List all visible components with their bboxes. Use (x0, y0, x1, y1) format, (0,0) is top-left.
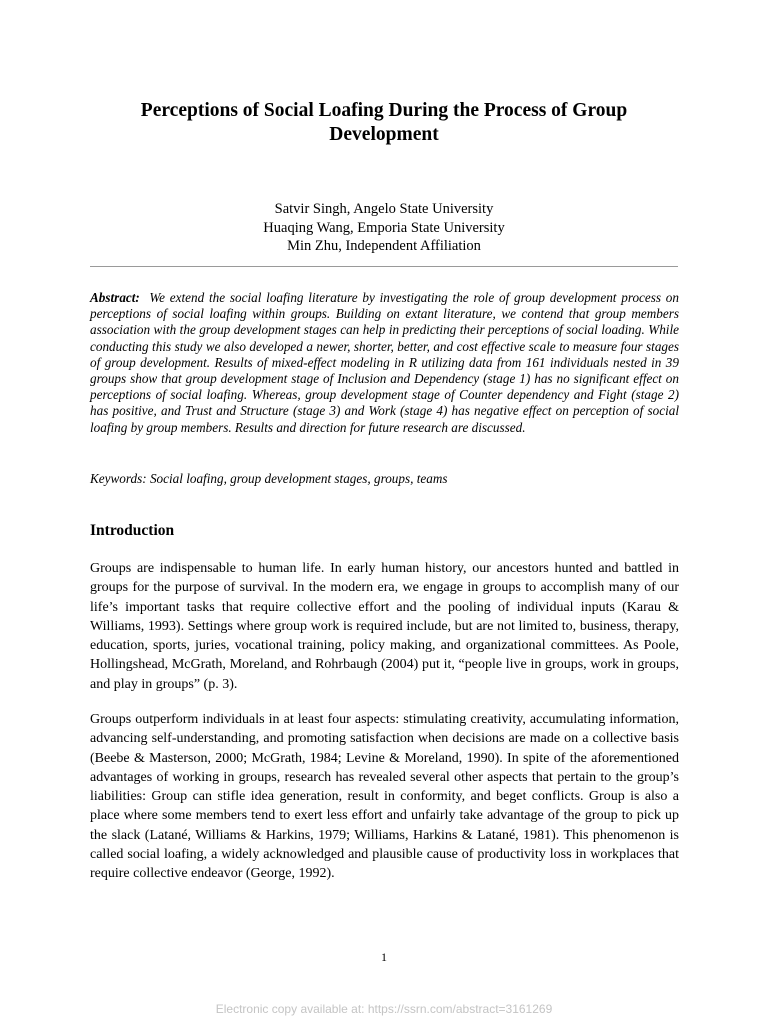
author-list (90, 200, 678, 256)
introduction-paragraph-1: Groups are indispensable to human life. In early human history, our ancestors hunted and battled in groups for the purpose of survival. In the modern era, we engage in groups to accomplish many of our life’s important tasks that require collective effort and the pooling of individual inputs (Karau & Williams, 1993). Settings where group work is required include, but are not limited to, business, therapy, education, sports, juries, vocational training, policy making, and organizational committees. As Poole, Hollingshead, McGrath, Moreland, and Rohrbaugh (2004) put it, “people live in groups, work in groups, and play in groups” (p. 3). (90, 561, 679, 692)
paper-title (90, 99, 678, 147)
title-line-2: Development (329, 124, 439, 145)
page-number: 1 (381, 950, 387, 964)
section-heading-introduction: Introduction (90, 522, 175, 539)
author-1: Satvir Singh, Angelo State University (274, 201, 494, 217)
abstract (90, 290, 679, 436)
ssrn-footer-notice: Electronic copy available at: https://ssrn.com/abstract=3161269 (215, 1002, 553, 1016)
keywords: Keywords: Social loafing, group development stages, groups, teams (90, 471, 448, 486)
author-2: Huaqing Wang, Emporia State University (263, 219, 505, 236)
abstract-label: Abstract: (90, 290, 140, 305)
abstract-text: We extend the social loafing literature by investigating the role of group development process on perceptions of social loafing within groups. Building on extant literature, we contend that group members association with the group development stages can help in predicting their perceptions of social loading. While conducting this study we also developed a newer, shorter, better, and cost effective scale to measure four stages of group development. Results of mixed-effect modeling in R utilizing data from 161 individuals nested in 39 groups show that group development stage of Inclusion and Dependency (stage 1) has no significant effect on perceptions of social loafing. Whereas, group development stage of Counter dependency and Fight (stage 2) has positive, and Trust and Structure (stage 3) and Work (stage 4) has negative effect on perception of social loafing by group members. Results and direction for future research are discussed. (90, 290, 679, 435)
introduction-paragraph-2: Groups outperform individuals in at least four aspects: stimulating creativity, accumulating information, advancing self-understanding, and promoting satisfaction when decisions are made on a collective basis (Beebe & Masterson, 2000; McGrath, 1984; Levine & Moreland, 1990). In spite of the aforementioned advantages of working in groups, research has revealed several other aspects that pertain to the group’s liabilities: Group can stifle idea generation, result in conformity, and beget conflicts. Group is also a place where some members tend to exert less effort and unfairly take advantage of the group to pick up the slack (Latané, Williams & Harkins, 1979; Williams, Harkins & Latané, 1981). This phenomenon is called social loafing, a widely acknowledged and plausible cause of productivity loss in workplaces that require collective endeavor (George, 1992). (90, 712, 679, 882)
header-divider (90, 266, 678, 267)
title-line-1: Perceptions of Social Loafing During the Process of Group (140, 100, 628, 121)
author-3: Min Zhu, Independent Affiliation (287, 238, 481, 254)
